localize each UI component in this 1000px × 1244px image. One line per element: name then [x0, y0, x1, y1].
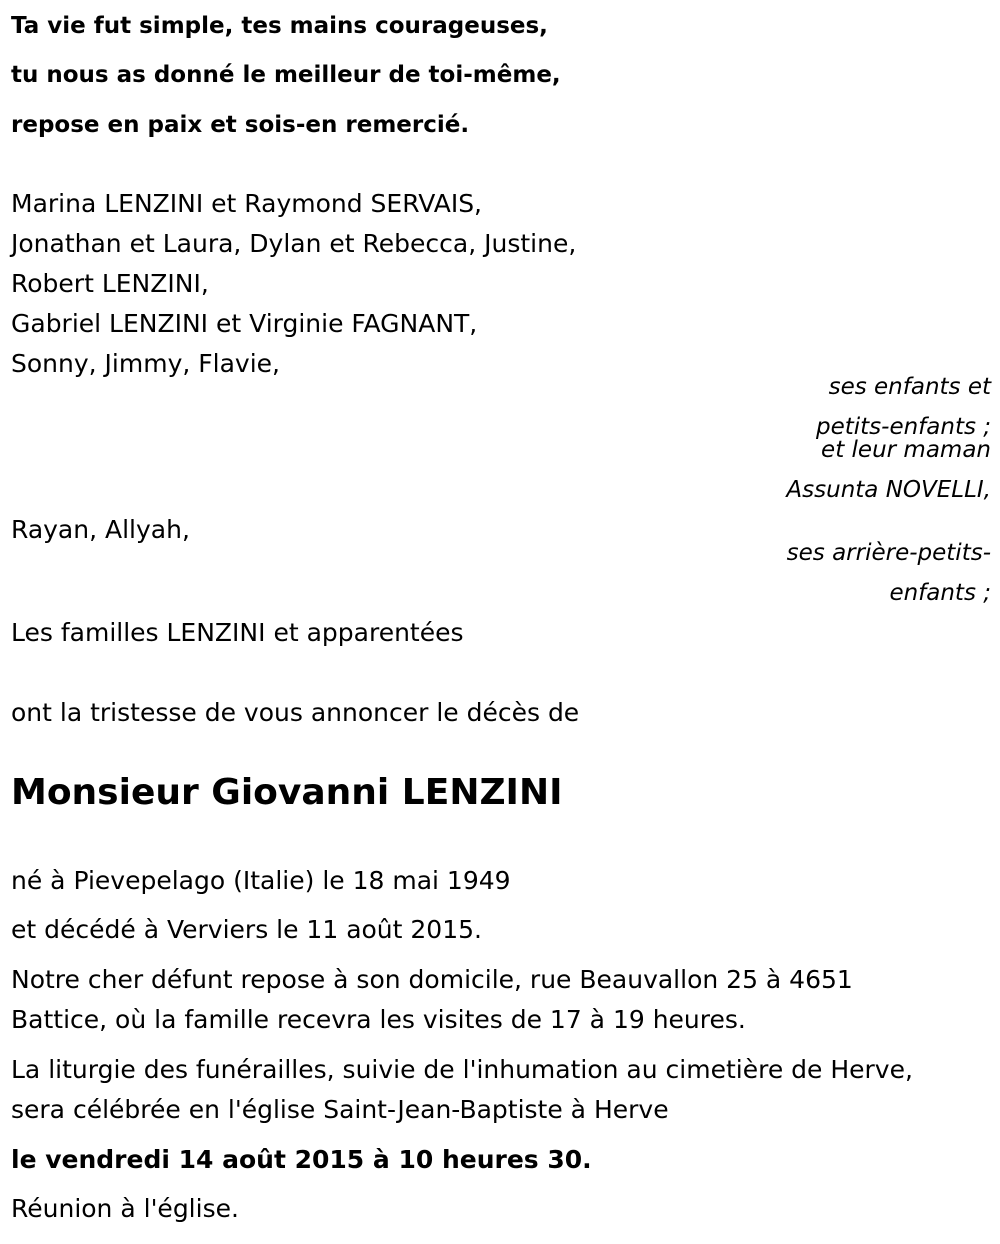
- visitation-line-2: Battice, où la famille recevra les visites de 17 à 19 heures.: [11, 1005, 746, 1034]
- family-line-3: Robert LENZINI,: [11, 269, 209, 298]
- meeting-line: Réunion à l'église.: [11, 1194, 239, 1223]
- visitation-line-1: Notre cher défunt repose à son domicile, rue Beauvallon 25 à 4651: [11, 965, 853, 994]
- verse-line-3: repose en paix et sois-en remercié.: [11, 112, 470, 138]
- relation-children: ses enfants et: [828, 374, 991, 400]
- liturgy-line-2: sera célébrée en l'église Saint-Jean-Baptiste à Herve: [11, 1095, 669, 1124]
- relation-great-grandchildren-2: enfants ;: [889, 580, 991, 606]
- family-line-1: Marina LENZINI et Raymond SERVAIS,: [11, 189, 483, 218]
- ceremony-date: le vendredi 14 août 2015 à 10 heures 30.: [11, 1145, 592, 1174]
- relation-mother: et leur maman: [821, 437, 991, 463]
- verse-line-2: tu nous as donné le meilleur de toi-même,: [11, 62, 561, 88]
- verse-line-1: Ta vie fut simple, tes mains courageuses,: [11, 13, 548, 39]
- great-grandchildren-names: Rayan, Allyah,: [11, 515, 190, 544]
- liturgy-line-1: La liturgie des funérailles, suivie de l'inhumation au cimetière de Herve,: [11, 1055, 913, 1084]
- death-line: et décédé à Verviers le 11 août 2015.: [11, 915, 482, 944]
- birth-line: né à Pievepelago (Italie) le 18 mai 1949: [11, 866, 511, 895]
- relation-mother-name: Assunta NOVELLI,: [786, 477, 991, 503]
- relation-grandchildren: petits-enfants ;: [815, 414, 991, 440]
- family-line-2: Jonathan et Laura, Dylan et Rebecca, Justine,: [11, 229, 577, 258]
- family-line-5: Sonny, Jimmy, Flavie,: [11, 349, 280, 378]
- family-line-4: Gabriel LENZINI et Virginie FAGNANT,: [11, 309, 478, 338]
- relation-great-grandchildren-1: ses arrière-petits-: [786, 540, 991, 566]
- families-line: Les familles LENZINI et apparentées: [11, 618, 464, 647]
- announcement-line: ont la tristesse de vous annoncer le décès de: [11, 698, 580, 727]
- deceased-name: Monsieur Giovanni LENZINI: [11, 772, 563, 813]
